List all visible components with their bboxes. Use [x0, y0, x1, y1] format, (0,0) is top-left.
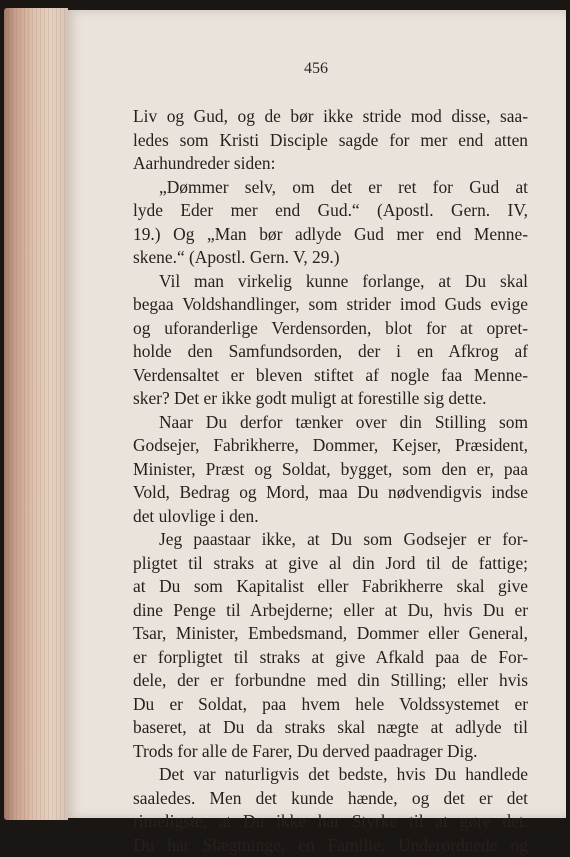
text-line: Liv og Gud, og de bør ikke stride mod disse, saa- [133, 105, 528, 129]
book-page-edges [4, 8, 68, 820]
text-line: begaa Voldshandlinger, som strider imod Guds evige [133, 293, 528, 317]
text-line: saaledes. Men det kunde hænde, og det er det [133, 787, 528, 811]
text-line: Verdensaltet er bleven stiftet af nogle faa Menne- [133, 364, 528, 388]
text-line: at Du som Kapitalist eller Fabrikherre skal give [133, 575, 528, 599]
text-line: holde den Samfundsorden, der i en Afkrog af [133, 340, 528, 364]
text-line: dine Penge til Arbejderne; eller at Du, hvis Du er [133, 599, 528, 623]
page-sheet [66, 10, 566, 818]
text-line: Trods for alle de Farer, Du derved paadrager Dig. [133, 740, 528, 764]
text-line: dele, der er forbundne med din Stilling; eller hvis [133, 669, 528, 693]
text-line: Vil man virkelig kunne forlange, at Du skal [133, 270, 528, 294]
text-line: baseret, at Du da straks skal nægte at adlyde til [133, 716, 528, 740]
text-line: Tsar, Minister, Embedsmand, Dommer eller General, [133, 622, 528, 646]
text-line: sker? Det er ikke godt muligt at forestille sig dette. [133, 387, 528, 411]
text-line: Minister, Præst og Soldat, bygget, som den er, paa [133, 458, 528, 482]
body-text [133, 105, 528, 857]
text-line: lyde Eder mer end Gud.“ (Apostl. Gern. IV, [133, 199, 528, 223]
page-number: 456 [66, 60, 566, 78]
text-line: Godsejer, Fabrikherre, Dommer, Kejser, Præsident, [133, 434, 528, 458]
text-line: Du har Slægtninge, en Familie, Underordnede og [133, 834, 528, 857]
text-line: Aarhundreder siden: [133, 152, 528, 176]
text-line: og uforanderlige Verdensorden, blot for at opret- [133, 317, 528, 341]
text-line: det ulovlige i den. [133, 505, 528, 529]
text-line: ledes som Kristi Disciple sagde for mer end atten [133, 129, 528, 153]
text-line: Vold, Bedrag og Mord, maa Du nødvendigvis indse [133, 481, 528, 505]
text-line: Naar Du derfor tænker over din Stilling som [133, 411, 528, 435]
text-line: er forpligtet til straks at give Afkald paa de For- [133, 646, 528, 670]
text-line: Det var naturligvis det bedste, hvis Du handlede [133, 763, 528, 787]
text-line: rimeligste, at Du ikke har Styrke til at gøre det. [133, 810, 528, 834]
text-line: skene.“ (Apostl. Gern. V, 29.) [133, 246, 528, 270]
text-line: pligtet til straks at give al din Jord til de fattige; [133, 552, 528, 576]
text-line: Jeg paastaar ikke, at Du som Godsejer er for- [133, 528, 528, 552]
text-line: „Dømmer selv, om det er ret for Gud at [133, 176, 528, 200]
text-line: Du er Soldat, paa hvem hele Voldssystemet er [133, 693, 528, 717]
text-line: 19.) Og „Man bør adlyde Gud mer end Menne- [133, 223, 528, 247]
